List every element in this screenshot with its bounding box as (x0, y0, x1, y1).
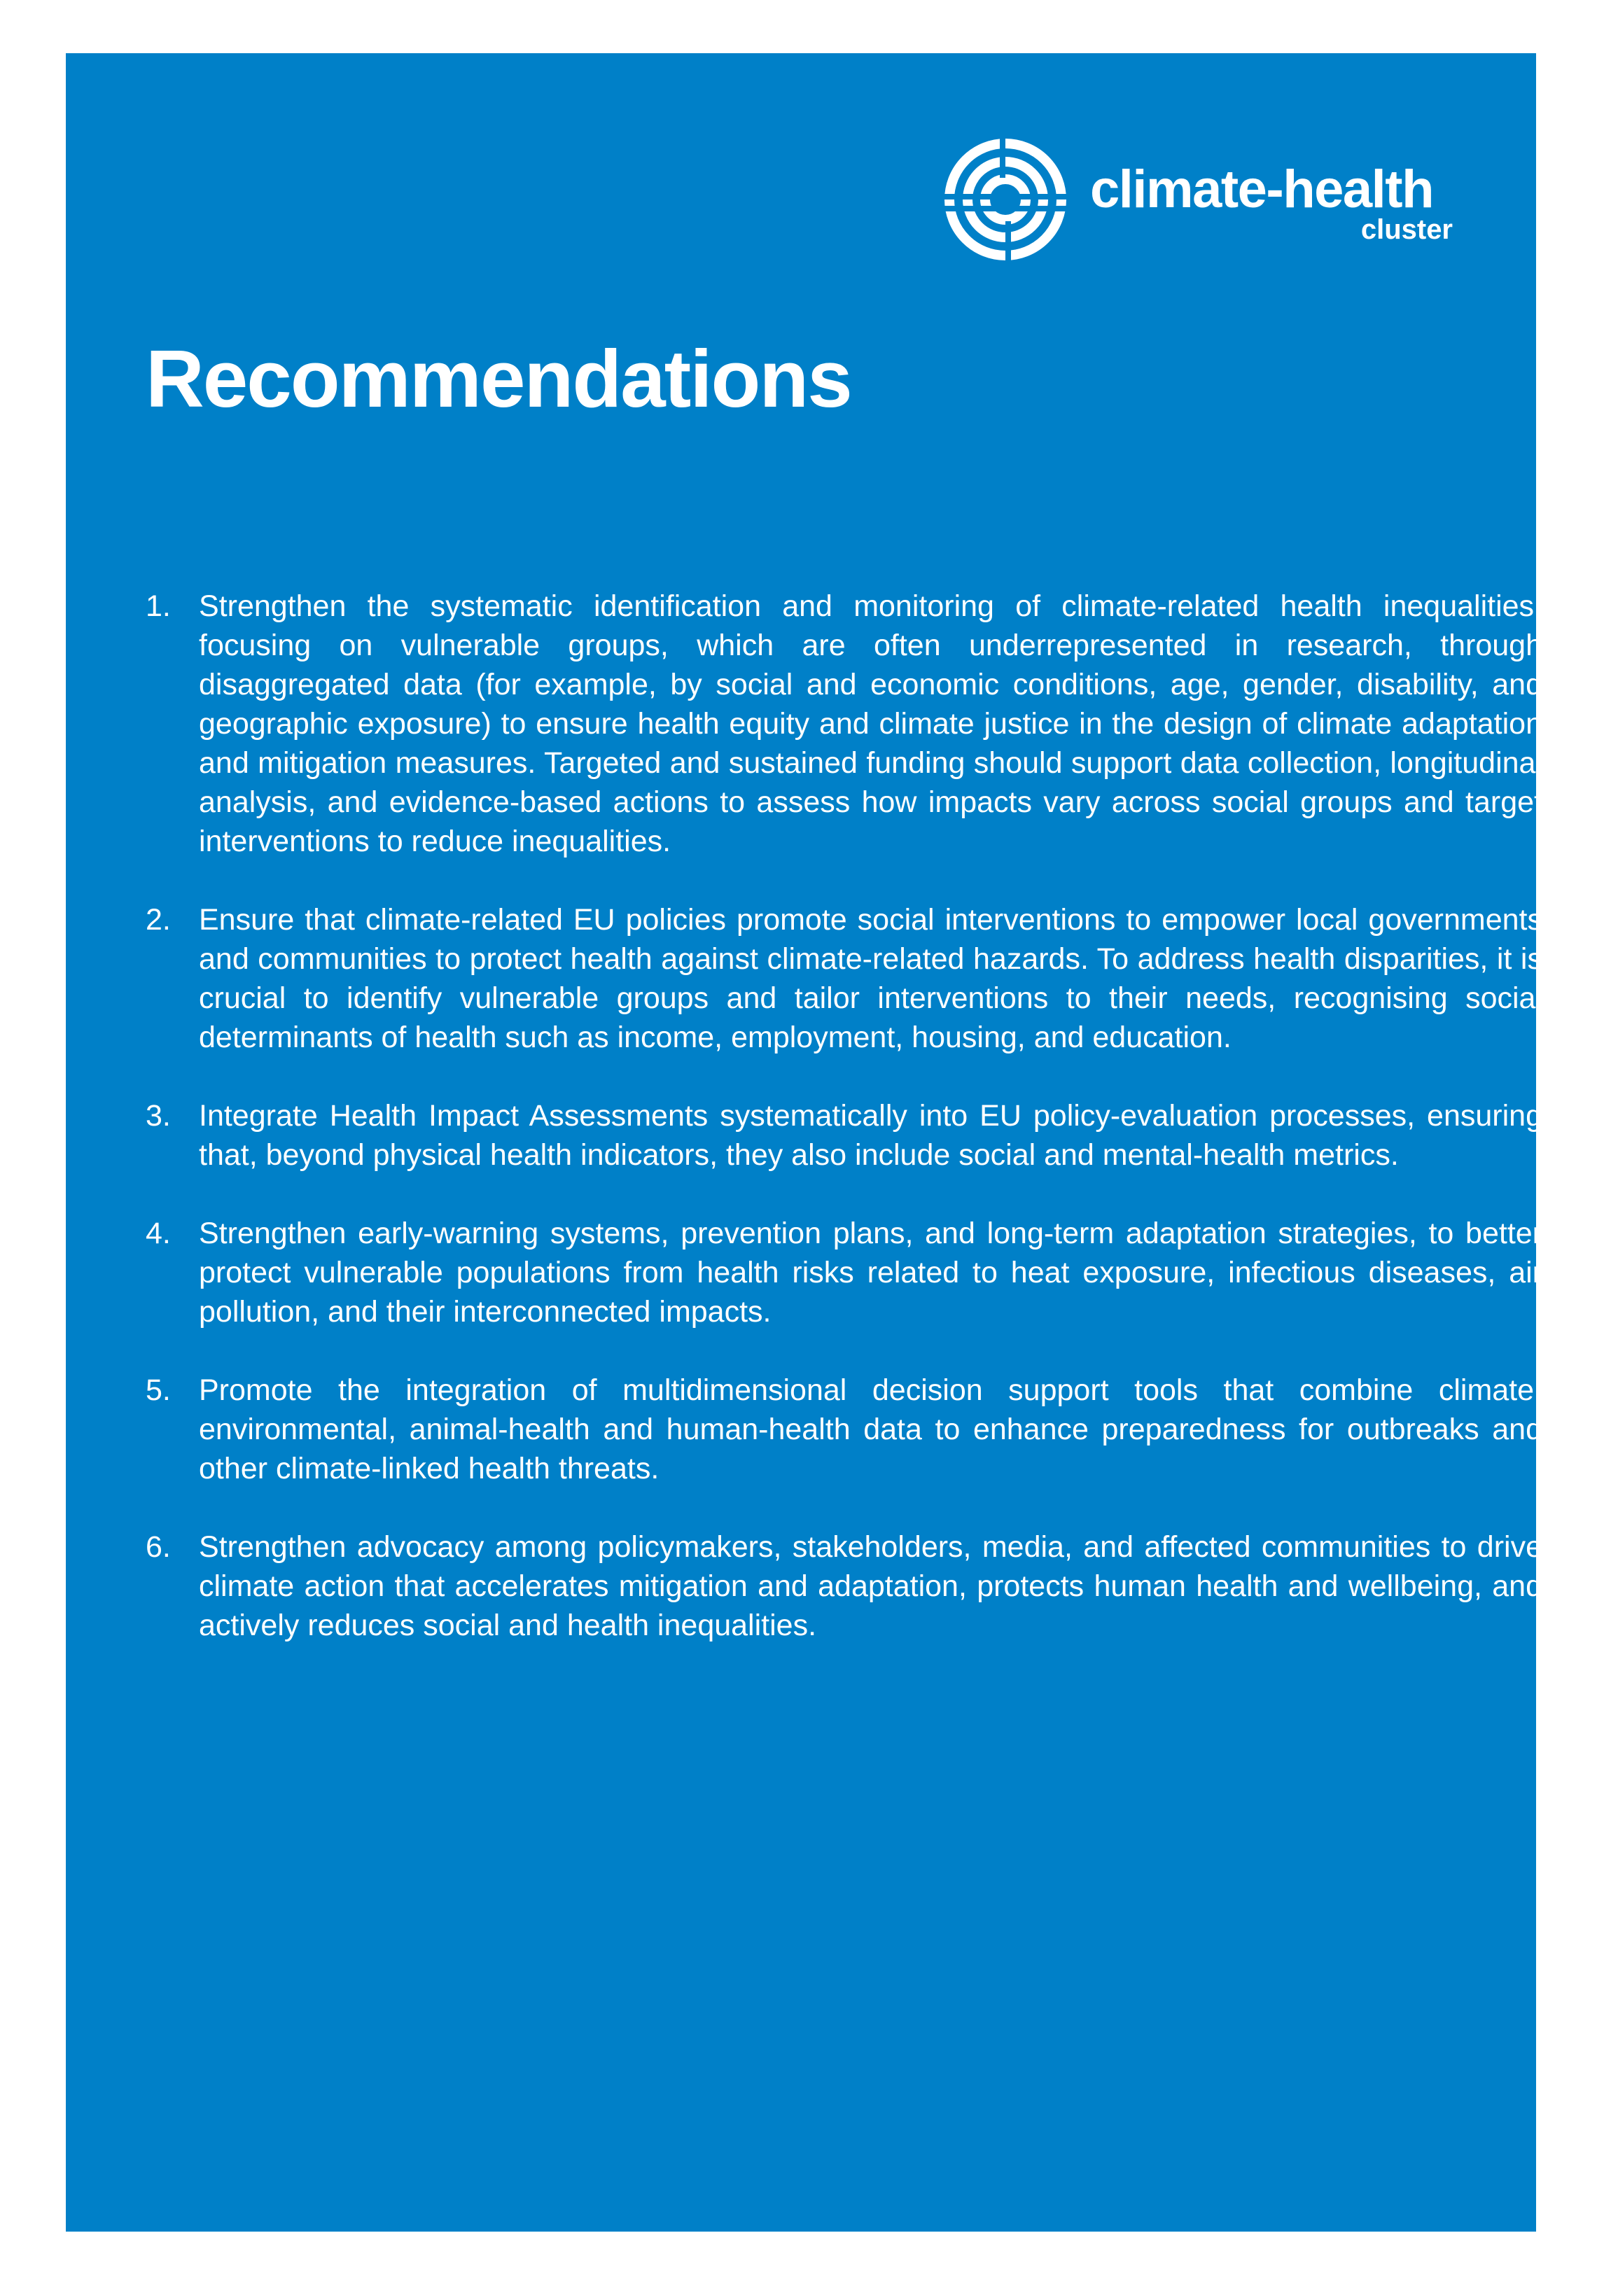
recommendation-item-1 (146, 587, 1542, 861)
climate-health-cluster-logo (943, 137, 1517, 263)
recommendation-text: Strengthen the systematic identification and monitoring of climate-related health inequalities, focusing on vulnerable groups, which are often underrepresented in research, through disaggregated data (for example, by social and economic conditions, age, gender, disability, and geographic exposure) to ensure health equity and climate justice in the design of climate adaptation and mitigation measures. Targeted and sustained funding should support data collection, longitudinal analysis, and evidence-based actions to assess how impacts vary across social groups and target interventions to reduce inequalities. (199, 589, 1542, 858)
recommendation-text: Strengthen early-warning systems, prevention plans, and long-term adaptation strategies, to better protect vulnerable populations from health risks related to heat exposure, infectious diseases, air pollution, and their interconnected impacts. (199, 1217, 1542, 1329)
recommendation-text: Promote the integration of multidimensional decision support tools that combine climate, environmental, animal-health and human-health data to enhance preparedness for outbreaks and other climate-linked health threats. (199, 1373, 1542, 1485)
concentric-circles-logo-icon (943, 137, 1068, 262)
recommendation-item-5 (146, 1371, 1542, 1488)
recommendation-number: 1. (146, 589, 171, 623)
page-title: Recommendations (146, 333, 851, 424)
logo-brand-subname: cluster (1360, 214, 1453, 245)
recommendation-text: Ensure that climate-related EU policies promote social interventions to empower local governments and communities to protect health against climate-related hazards. To address health disparities, it is crucial to identify vulnerable groups and tailor interventions to their needs, recognising social determinants of health such as income, employment, housing, and education. (199, 903, 1542, 1054)
recommendation-text: Strengthen advocacy among policymakers, stakeholders, media, and affected communities to drive climate action that accelerates mitigation and adaptation, protects human health and wellbeing, and actively reduces social and health inequalities. (199, 1530, 1542, 1642)
recommendation-number: 5. (146, 1373, 171, 1407)
recommendation-item-3 (146, 1096, 1542, 1175)
recommendation-text: Integrate Health Impact Assessments systematically into EU policy-evaluation processes, ensuring that, beyond physical health indicators, they also include social and mental-health metrics. (199, 1099, 1542, 1172)
logo-brand-name: climate-health (1090, 160, 1434, 219)
recommendations-list (146, 587, 1542, 1684)
recommendation-number: 4. (146, 1217, 171, 1250)
recommendation-item-4 (146, 1214, 1542, 1331)
recommendation-number: 6. (146, 1530, 171, 1564)
recommendation-number: 3. (146, 1099, 171, 1133)
recommendation-item-6 (146, 1527, 1542, 1645)
recommendation-number: 2. (146, 903, 171, 937)
page-panel (66, 53, 1542, 2232)
recommendation-item-2 (146, 900, 1542, 1057)
